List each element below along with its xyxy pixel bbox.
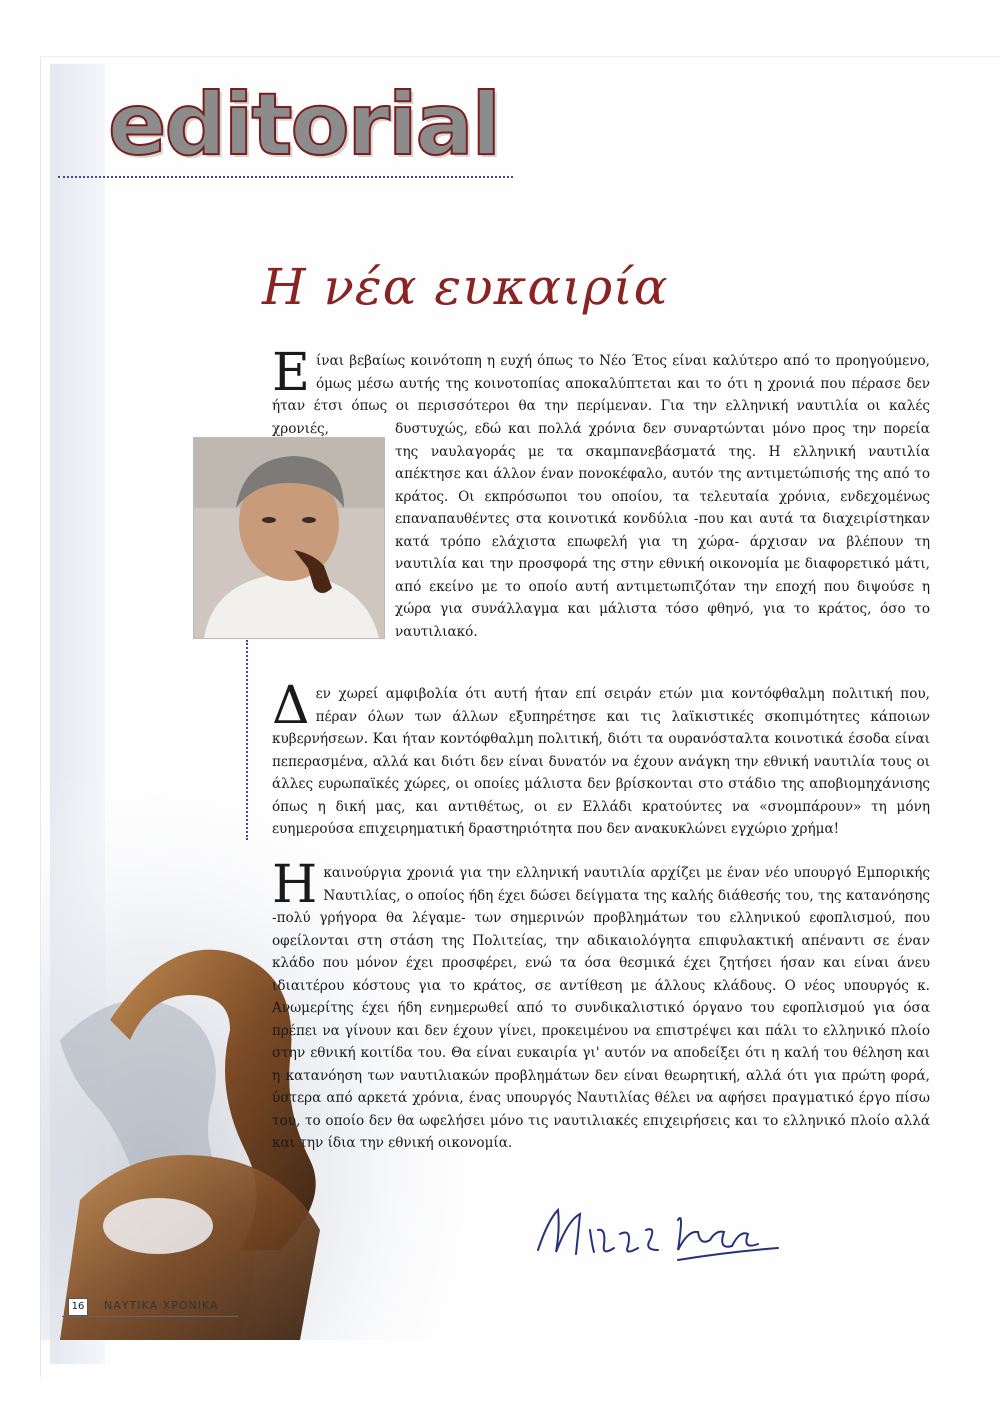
vertical-divider	[246, 640, 248, 840]
drop-cap: Δ	[272, 676, 310, 736]
drop-cap: Ε	[272, 343, 310, 403]
paragraph-3	[272, 855, 930, 1155]
author-photo	[193, 437, 385, 639]
paragraph-1-continued: δυστυχώς, εδώ και πολλά χρόνια δεν συναρτώνται μόνο προς την πορεία της ναυλαγοράς με τα σκαμπανεβάσματά της. Η ελληνική ναυτιλία απέκτησε και άλλον έναν πονοκέφαλο, αυτόν της αντιμετώπισής της από το κράτος. Οι εκπρόσωποι του οποίου, τα τελευταία χρόνια, ενδεχομένως επαναπαυθέντες στα κοινοτικά κονδύλια -που και αυτά τα διαχειρίστηκαν κατά τρόπο ελάχιστα επωφελή για τη χώρα- άρχισαν να βλέπουν τη ναυτιλία και την προσφορά της στην εθνική οικονομία με διαφορετικό μάτι, από εκείνο με το οποίο αυτή αντιμετωπιζόταν την εποχή που διψούσε η χώρα για συνάλλαγμα και μάλιστα τόσο φθηνό, για το κράτος, όσο το ναυτιλιακό.	[395, 421, 930, 640]
drop-cap: Η	[272, 855, 318, 915]
magazine-name: ΝΑΥΤΙΚΑ ΧΡΟΝΙΚΑ	[104, 1299, 219, 1312]
header-divider	[58, 176, 513, 178]
footer-divider	[62, 1316, 238, 1317]
paragraph-1-text: ίναι βεβαίως κοινότοπη η ευχή όπως το Νέο Έτος είναι καλύτερο από το προηγούμενο, όμως μέσω αυτής της κοινοτοπίας αποκαλύπτεται και το ότι η χρονιά που πέρασε δεν ήταν έτσι όπως οι περισσότεροι θα την περίμεναν. Για την ελληνική ναυτιλία οι καλές χρονιές,	[272, 353, 930, 437]
portrait-image	[194, 438, 384, 638]
section-header: editorial	[108, 75, 499, 175]
paragraph-2	[272, 676, 930, 841]
paragraph-2-text: εν χωρεί αμφιβολία ότι αυτή ήταν επί σειράν ετών μια κοντόφθαλμη πολιτική που, πέραν όλων των άλλων εξυπηρέτησε και τις λαϊκιστικές σκοπιμότητες κάποιων κυβερνήσεων. Και ήταν κοντόφθαλμη πολιτική, διότι τα ουρανόσταλτα κοινοτικά έσοδα είναι πεπερασμένα, αλλά και διότι δεν είναι δυνατόν να έχουν ανάγκη την εθνική ναυτιλία τους οι άλλες ευρωπαϊκές χώρες, οι οποίες μάλιστα δεν βρίσκονται στο στάδιο της αποβιομηχάνισης όπως η δική μας, και αντιθέτως, οι εν Ελλάδι κρατούντες να «σνομπάρουν» τη μόνη ευημερούσα επιχειρηματική δραστηριότητα που δεν ανακυκλώνει εγχώριο χρήμα!	[272, 686, 930, 837]
article-title: Η νέα ευκαιρία	[262, 258, 669, 316]
page-number: 16	[68, 1298, 88, 1316]
paragraph-3-text: καινούργια χρονιά για την ελληνική ναυτιλία αρχίζει με έναν νέο υπουργό Εμπορικής Ναυτιλίας, ο οποίος ήδη έχει δώσει δείγματα της καλής διάθεσής του, της κατανόησης -πολύ γρήγορα θα λέγαμε- των σημερινών προβλημάτων του ελληνικού εφοπλισμού, που οφείλονται στη στάση της Πολιτείας, την αδικαιολόγητα επιφυλακτική απέναντι σε έναν κλάδο που μόνον έχει προσφέρει, ενώ τα όσα θεσμικά έχει ζητήσει ήσαν και είναι άνευ ιδιαιτέρου κόστους για το κράτος, σε αντίθεση με άλλους κλάδους. Ο νέος υπουργός κ. Ανωμερίτης έχει ήδη ενημερωθεί από το συνδικαλιστικό όργανο του εφοπλισμού για όσα πρέπει να γίνουν και δεν έχουν γίνει, προκειμένου να επιστρέψει και πάλι το ελληνικό πλοίο στην εθνική κοιτίδα του. Θα είναι ευκαιρία γι' αυτόν να αποδείξει ότι η καλή του θέληση και η κατανόηση των ναυτιλιακών προβλημάτων δεν είναι θεωρητική, αλλά ότι για πρώτη φορά, ύστερα από αρκετά χρόνια, ένας υπουργός Ναυτιλίας θέλει να αφήσει πραγματικό έργο πίσω του, το οποίο δεν θα ωφελήσει μόνο τις ναυτιλιακές επιχειρήσεις και το ελληνικό πλοίο αλλά και την ίδια την εθνική οικονομία.	[272, 865, 930, 1151]
author-signature	[528, 1190, 788, 1280]
